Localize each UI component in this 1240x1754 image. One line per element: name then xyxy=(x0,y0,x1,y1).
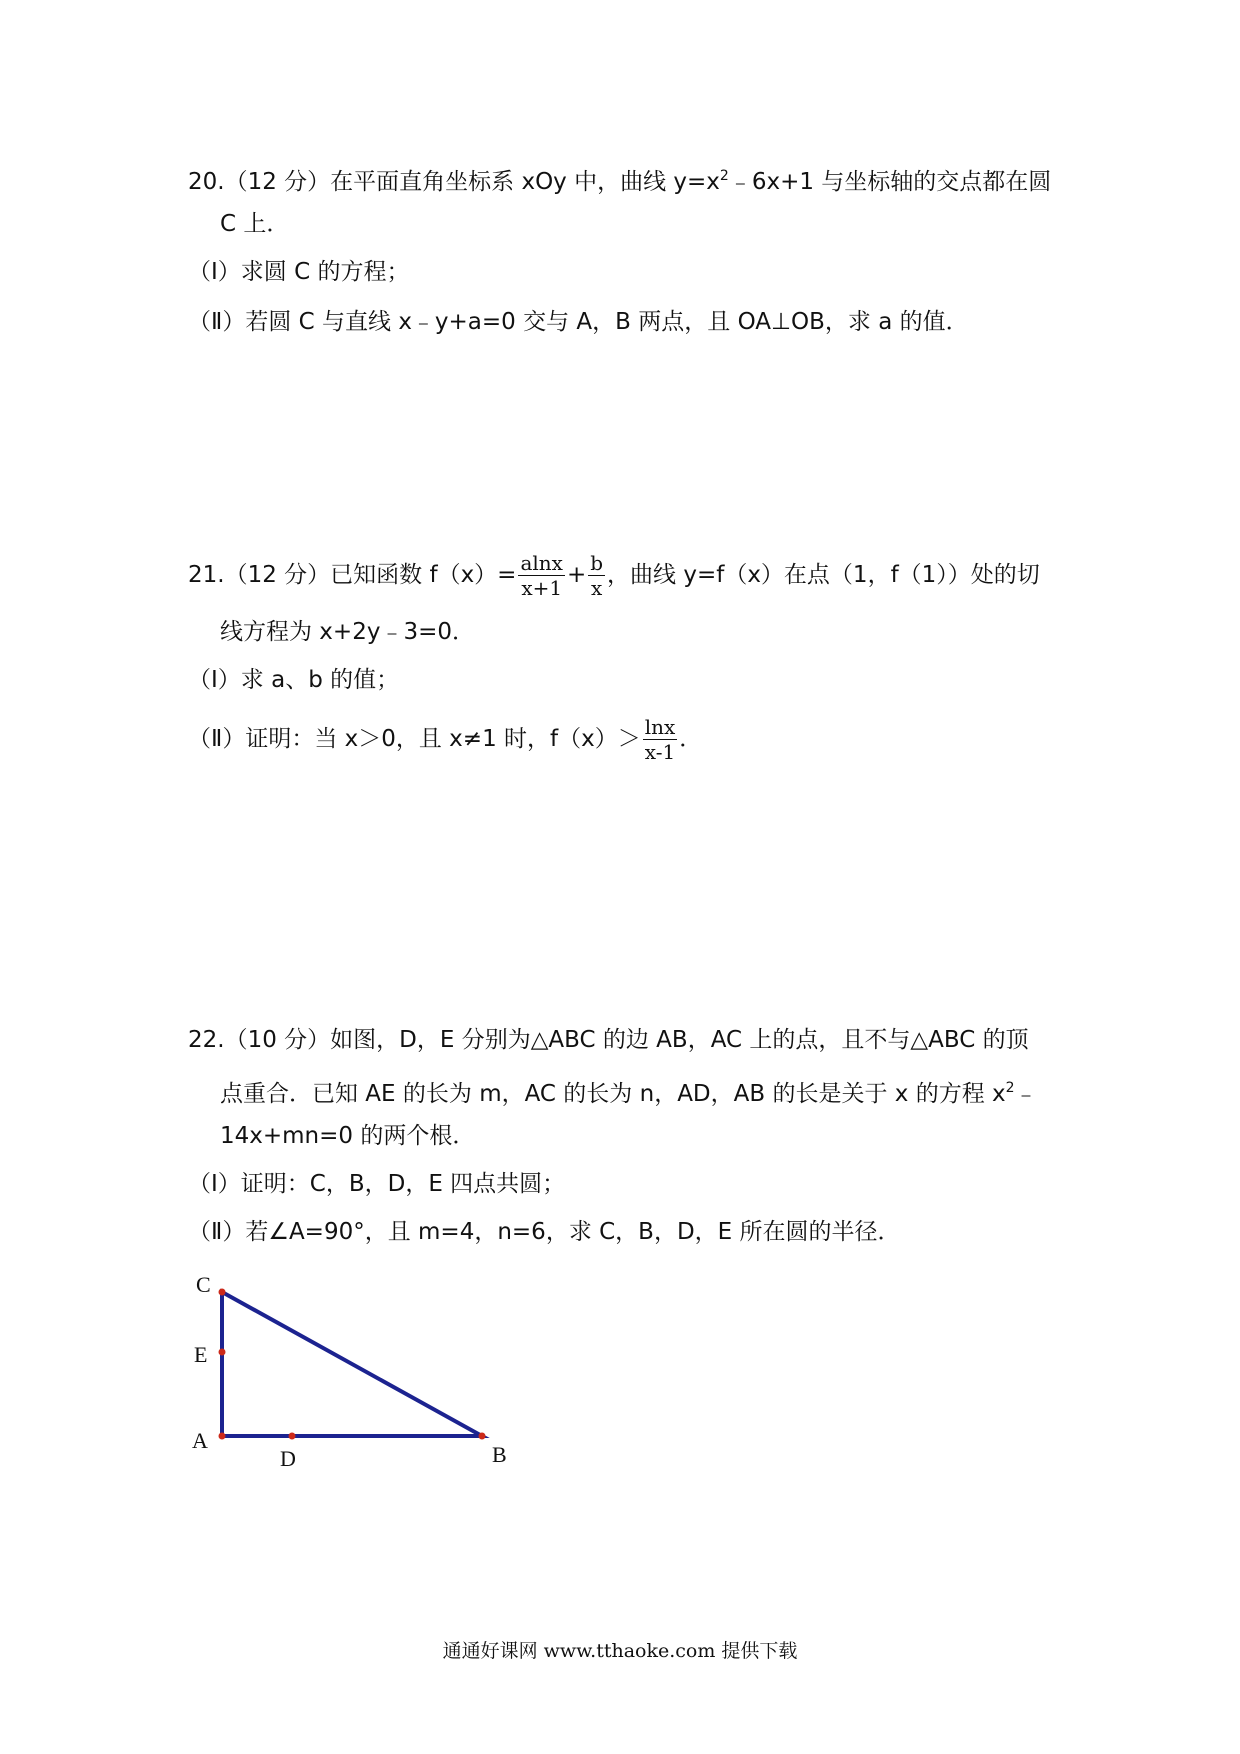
q22-line2: 点重合．已知 AE 的长为 m，AC 的长为 n，AD，AB 的长是关于 x 的方程 $x^2﹣$ xyxy=(220,1080,1038,1107)
point-c xyxy=(219,1289,226,1296)
q20-line2: C 上． xyxy=(220,211,290,237)
q20-exponent: 2 xyxy=(719,168,729,184)
q21-part2: （Ⅱ）证明：当 x＞0，且 x≠1 时，f（x）＞ $\frac{\ln x}{x-1}$ ． xyxy=(188,715,703,764)
q21-line1: 21.（12 分）已知函数 f（x）= $\frac{alnx}{x+1}$ + $\frac{b}{x}$ ，曲线 y=f（x）在点（1，f（1））处的切 xyxy=(188,551,1040,600)
point-a xyxy=(219,1433,226,1440)
q22-line3: 14x+mn=0 的两个根． xyxy=(220,1123,476,1149)
q22-part2: （Ⅱ）若∠A=90°，且 m=4，n=6，求 C，B，D，E 所在圆的半径． xyxy=(188,1219,901,1245)
q22-exponent: 2 xyxy=(1005,1080,1015,1096)
label-b: B xyxy=(492,1442,507,1467)
page-footer: 通通好课网 www.tthaoke.com 提供下载 xyxy=(442,1640,798,1662)
q20-line1: 20.（12 分）在平面直角坐标系 xOy 中，曲线 $y=x^2﹣6x+1$ 与坐标轴的交点都在圆 xyxy=(188,168,1052,195)
q20-part2: （Ⅱ）若圆 C 与直线 x﹣y+a=0 交与 A，B 两点，且 OA⊥OB，求 a 的值． xyxy=(188,309,969,335)
q21-fraction-lnx: $\frac{\ln x}{x-1}$ xyxy=(644,715,676,764)
q20-part1: （Ⅰ）求圆 C 的方程； xyxy=(188,259,410,285)
label-e: E xyxy=(194,1342,208,1367)
point-b xyxy=(479,1433,486,1440)
label-a: A xyxy=(192,1428,208,1453)
q22-part1: （Ⅰ）证明：C，B，D，E 四点共圆； xyxy=(188,1171,566,1197)
q21-fraction-alnx: $\frac{alnx}{x+1}$ xyxy=(520,551,563,600)
label-d: D xyxy=(280,1446,296,1471)
point-d xyxy=(289,1433,296,1440)
q22-line1: 22.（10 分）如图，D，E 分别为△ABC 的边 AB，AC 上的点，且不与△ABC 的顶 xyxy=(188,1027,1029,1053)
triangle-figure xyxy=(186,1268,526,1488)
q21-fraction-b: $\frac{b}{x}$ xyxy=(590,551,604,600)
triangle-abc xyxy=(222,1292,482,1436)
q21-part1: （Ⅰ）求 a、b 的值； xyxy=(188,667,400,693)
point-e xyxy=(219,1349,226,1356)
label-c: C xyxy=(196,1272,211,1297)
q21-line2: 线方程为 x+2y﹣3=0． xyxy=(220,619,475,645)
